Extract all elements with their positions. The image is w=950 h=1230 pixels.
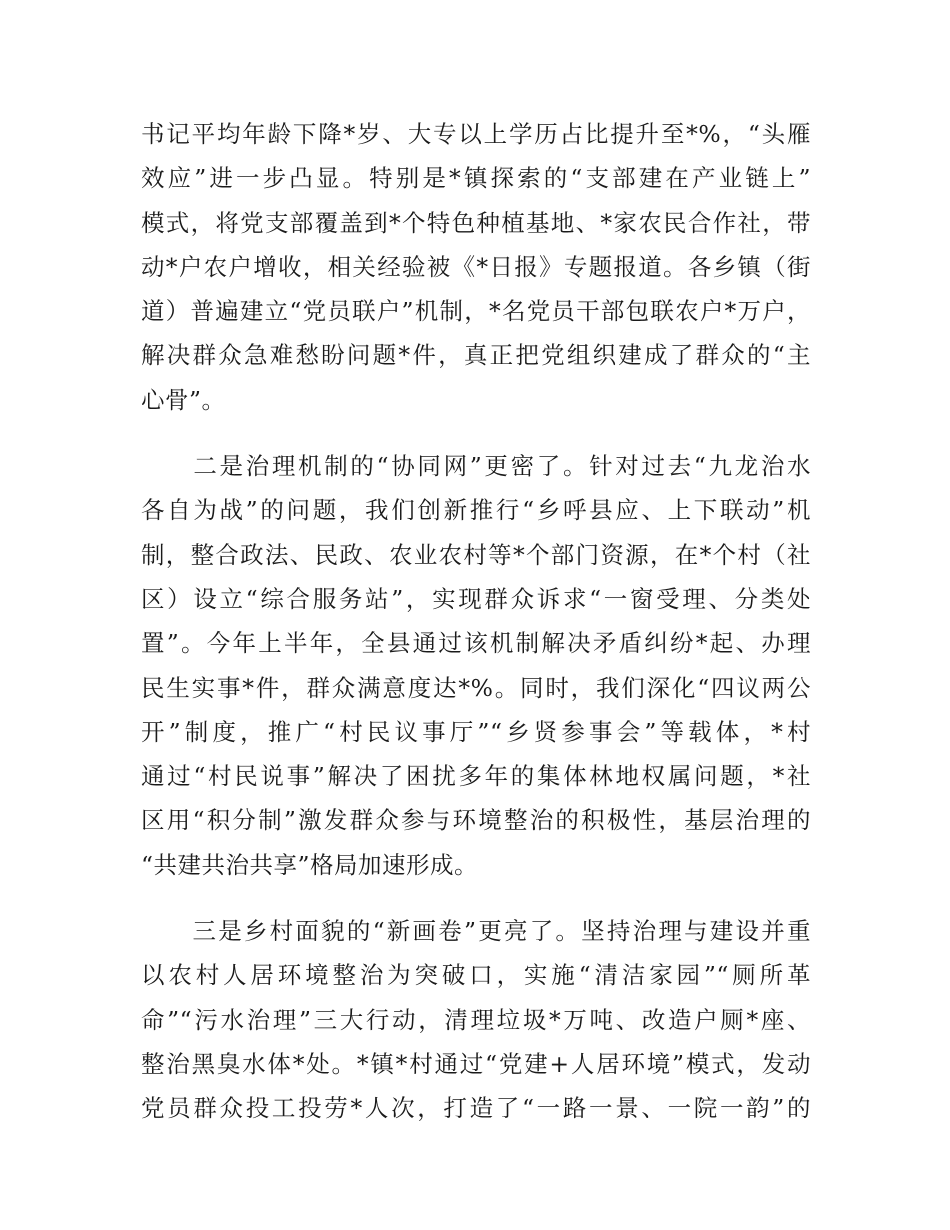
text-line: 通过“村民说事”解决了困扰多年的集体林地权属问题，*社: [141, 762, 811, 791]
text-line: “共建共治共享”格局加速形成。: [141, 850, 479, 879]
text-line: 区用“积分制”激发群众参与环境整治的积极性，基层治理的: [141, 806, 811, 835]
text-line: 以农村人居环境整治为突破口，实施“清洁家园”“厕所革: [141, 961, 811, 990]
text-line: 效应”进一步凸显。特别是*镇探索的“支部建在产业链上”: [141, 164, 811, 193]
text-line: 制，整合政法、民政、农业农村等*个部门资源，在*个村（社: [141, 540, 811, 569]
text-line: 解决群众急难愁盼问题*件，真正把党组织建成了群众的“主: [141, 341, 811, 370]
paragraph-gap: [141, 887, 811, 909]
text-line: 模式，将党支部覆盖到*个特色种植基地、*家农民合作社，带: [141, 208, 811, 237]
text-line: 动*户农户增收，相关经验被《*日报》专题报道。各乡镇（街: [141, 252, 811, 281]
text-line: 二是治理机制的“协同网”更密了。针对过去“九龙治水: [141, 452, 811, 481]
paragraph-gap: [141, 422, 811, 444]
text-line: 民生实事*件，群众满意度达*%。同时，我们深化“四议两公: [141, 673, 811, 702]
text-line: 开”制度，推广“村民议事厅”“乡贤参事会”等载体，*村: [141, 717, 811, 746]
text-line: 命”“污水治理”三大行动，清理垃圾*万吨、改造户厕*座、: [141, 1005, 811, 1034]
paragraph-village-appearance: [141, 909, 811, 1130]
paragraph-party-building: [141, 112, 811, 422]
text-line: 党员群众投工投劳*人次，打造了“一路一景、一院一韵”的: [141, 1094, 811, 1123]
text-line: 各自为战”的问题，我们创新推行“乡呼县应、上下联动”机: [141, 496, 811, 525]
text-line: 心骨”。: [141, 385, 226, 414]
text-line: 置”。今年上半年，全县通过该机制解决矛盾纠纷*起、办理: [141, 629, 811, 658]
text-line: 整治黑臭水体*处。*镇*村通过“党建+人居环境”模式，发动: [141, 1049, 811, 1078]
text-line: 区）设立“综合服务站”，实现群众诉求“一窗受理、分类处: [141, 584, 811, 613]
paragraph-governance: [141, 444, 811, 887]
document-body: [141, 112, 811, 1131]
text-line: 三是乡村面貌的“新画卷”更亮了。坚持治理与建设并重: [141, 917, 811, 946]
text-line: 书记平均年龄下降*岁、大专以上学历占比提升至*%，“头雁: [141, 120, 811, 148]
text-line: 道）普遍建立“党员联户”机制，*名党员干部包联农户*万户，: [141, 297, 811, 326]
